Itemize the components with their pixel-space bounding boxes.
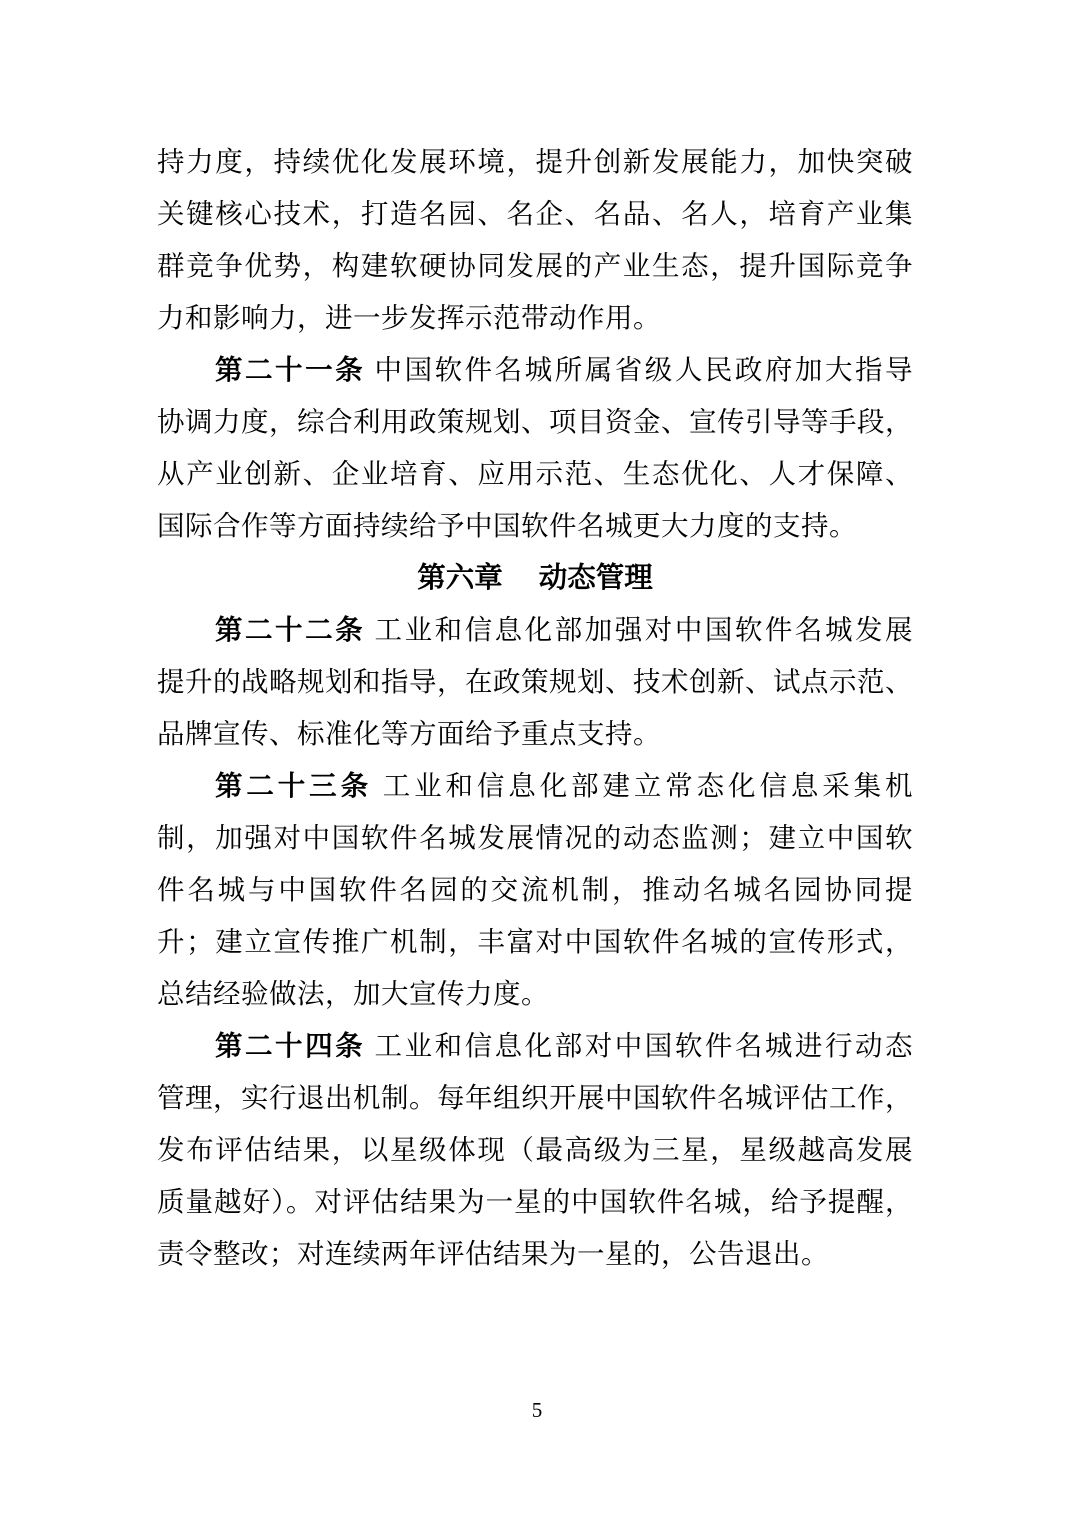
text-line: 品牌宣传、标准化等方面给予重点支持。 bbox=[157, 718, 661, 749]
text-line: 制，加强对中国软件名城发展情况的动态监测；建立中国软 bbox=[157, 822, 913, 853]
article-paragraph bbox=[157, 760, 913, 1020]
text-line: 关键核心技术，打造名园、名企、名品、名人，培育产业集 bbox=[157, 198, 913, 229]
text-line: 第二十一条 中国软件名城所属省级人民政府加大指导 bbox=[215, 354, 914, 385]
text-line: 总结经验做法，加大宣传力度。 bbox=[157, 978, 549, 1009]
document-content bbox=[157, 136, 913, 1280]
article-paragraph bbox=[157, 1020, 913, 1280]
text-line: 责令整改；对连续两年评估结果为一星的，公告退出。 bbox=[157, 1238, 829, 1269]
text-line: 群竞争优势，构建软硬协同发展的产业生态，提升国际竞争 bbox=[157, 250, 913, 281]
text-line: 升；建立宣传推广机制，丰富对中国软件名城的宣传形式， bbox=[157, 926, 913, 957]
chapter-title: 动态管理 bbox=[538, 562, 653, 594]
page-number: 5 bbox=[531, 1398, 543, 1422]
text-line: 第二十三条 工业和信息化部建立常态化信息采集机 bbox=[215, 770, 914, 801]
text-line: 发布评估结果，以星级体现（最高级为三星，星级越高发展 bbox=[157, 1134, 913, 1165]
article-paragraph bbox=[157, 604, 913, 760]
text-line: 从产业创新、企业培育、应用示范、生态优化、人才保障、 bbox=[157, 458, 913, 489]
text-line: 质量越好）。对评估结果为一星的中国软件名城，给予提醒， bbox=[157, 1186, 913, 1217]
text-line: 第二十四条 工业和信息化部对中国软件名城进行动态 bbox=[215, 1030, 914, 1061]
text-line: 力和影响力，进一步发挥示范带动作用。 bbox=[157, 302, 661, 333]
chapter-number: 第六章 bbox=[417, 562, 503, 594]
article-number: 第二十一条 bbox=[215, 354, 366, 385]
article-number: 第二十四条 bbox=[215, 1030, 366, 1061]
chapter-heading bbox=[157, 552, 913, 604]
text-line: 件名城与中国软件名园的交流机制，推动名城名园协同提 bbox=[157, 874, 913, 905]
text-line: 提升的战略规划和指导，在政策规划、技术创新、试点示范、 bbox=[157, 666, 913, 697]
article-paragraph bbox=[157, 344, 913, 552]
text-line: 协调力度，综合利用政策规划、项目资金、宣传引导等手段， bbox=[157, 406, 913, 437]
body-paragraph bbox=[157, 136, 913, 344]
text-line: 国际合作等方面持续给予中国软件名城更大力度的支持。 bbox=[157, 510, 857, 541]
text-line: 第二十二条 工业和信息化部加强对中国软件名城发展 bbox=[215, 614, 914, 645]
article-number: 第二十三条 bbox=[215, 770, 372, 801]
text-line: 持力度，持续优化发展环境，提升创新发展能力，加快突破 bbox=[157, 146, 913, 177]
article-number: 第二十二条 bbox=[215, 614, 366, 645]
text-line: 管理，实行退出机制。每年组织开展中国软件名城评估工作， bbox=[157, 1082, 913, 1113]
